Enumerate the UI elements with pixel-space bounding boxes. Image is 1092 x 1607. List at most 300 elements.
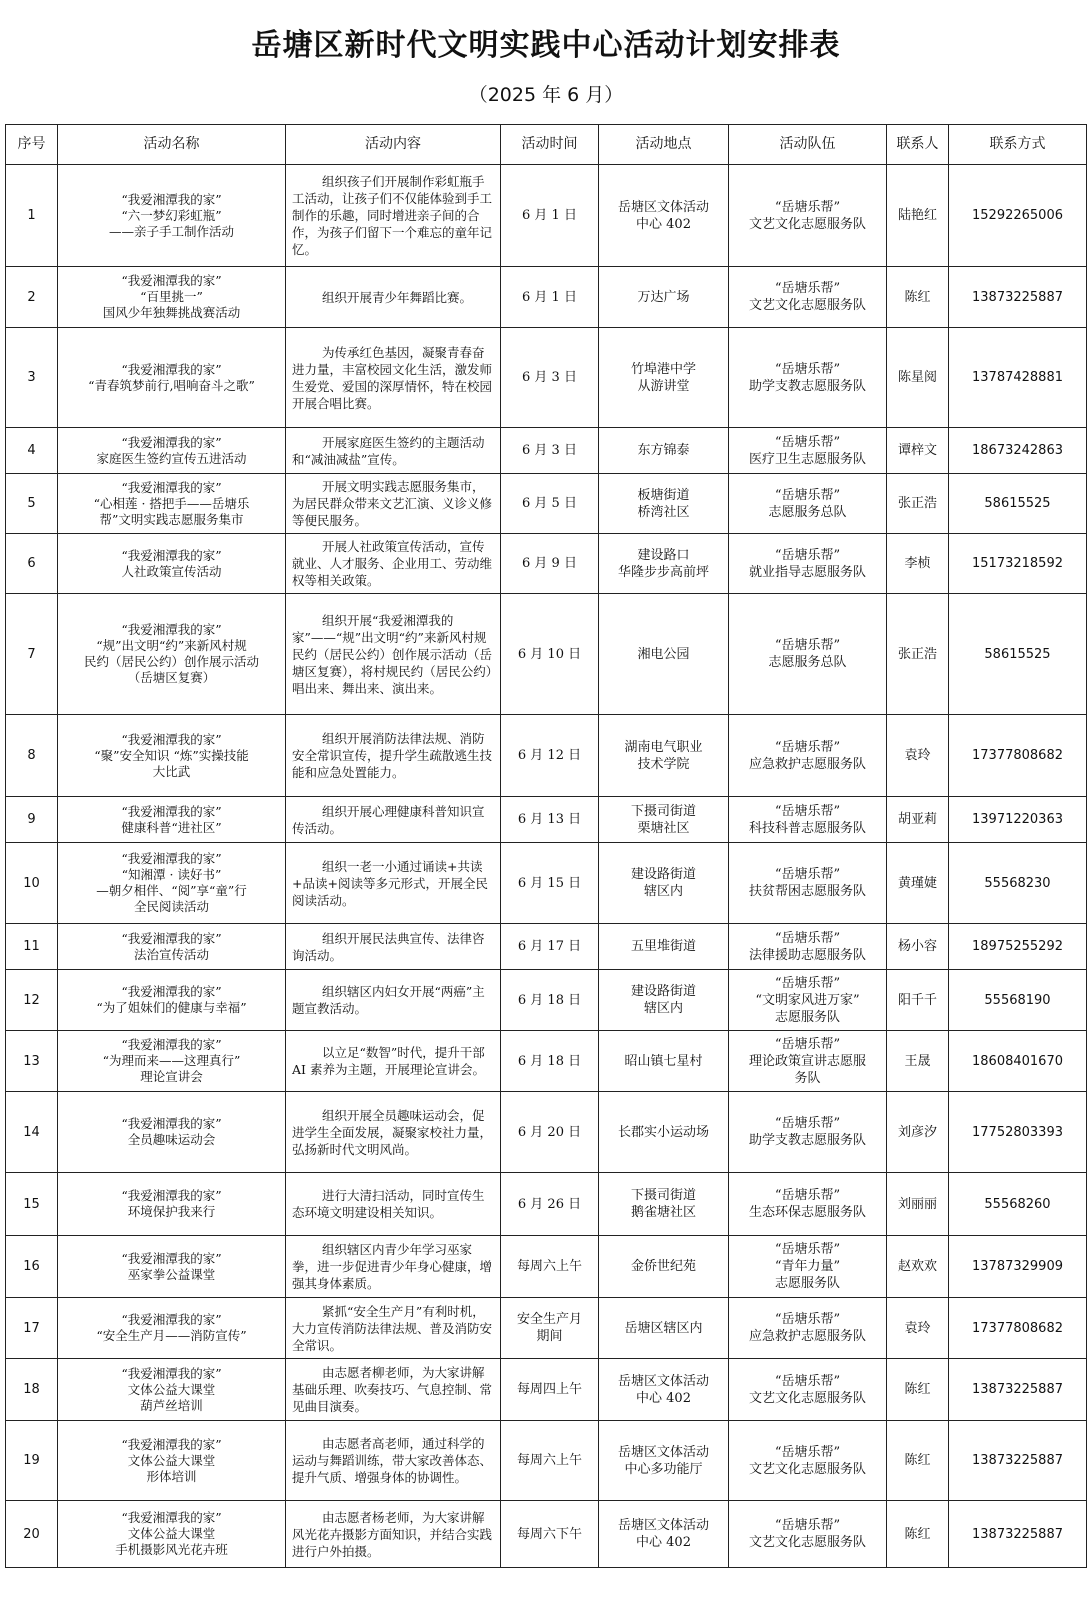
content-text: 开展人社政策宣传活动，宣传就业、人才服务、企业用工、劳动维权等相关政策。 [292,539,493,588]
content-text: 进行大清扫活动，同时宣传生态环境文明建设相关知识。 [292,1188,485,1220]
cell-activity-time [501,1501,599,1568]
cell-activity-place-line: 鹅雀塘社区 [630,1205,696,1220]
cell-activity-place-line: 岳塘区文体活动 [617,1444,709,1460]
cell-activity-name-line: 环境保护我来行 [127,1204,216,1219]
cell-activity-name-line: “我爱湘潭我的家” [121,1116,222,1131]
cell-activity-place-line: 五里堆街道 [630,939,696,954]
cell-activity-time-line: 6 月 12 日 [517,748,582,763]
cell-activity-team-line: 志愿服务队 [774,1276,840,1291]
cell-activity-time [501,1092,599,1173]
cell-activity-time-line: 每周六上午 [516,1453,582,1468]
cell-activity-name-line: “我爱湘潭我的家” [121,361,222,377]
cell-activity-name-line: 法治宣传活动 [133,946,209,962]
cell-activity-content [286,328,501,428]
content-text: 组织辖区内青少年学习巫家拳，进一步促进青少年身心健康，增强其身体素质。 [292,1242,493,1291]
cell-activity-time-line: 6 月 1 日 [522,208,577,223]
cell-activity-place-line: 桥湾社区 [637,504,690,520]
cell-activity-name-line: “我爱湘潭我的家” [121,273,222,288]
cell-activity-team-line: “岳塘乐帮” [774,1444,841,1460]
cell-activity-name-line: “我爱湘潭我的家” [121,622,222,637]
table-row [6,534,1087,594]
cell-activity-name-line: “我爱湘潭我的家” [121,930,222,946]
cell-activity-content [286,797,501,843]
cell-phone: 13873225887 [949,1359,1087,1421]
cell-activity-team-line: “青年力量” [774,1259,841,1274]
cell-activity-name-line: “为理而来——这理真行” [102,1053,241,1068]
cell-contact-person: 赵欢欢 [887,1236,949,1298]
cell-activity-team [729,1298,887,1359]
cell-activity-name-line: “我爱湘潭我的家” [121,1037,222,1052]
cell-activity-place [599,165,729,267]
page-title: 岳塘区新时代文明实践中心活动计划安排表 [251,28,841,63]
cell-contact-person: 胡亚莉 [887,797,949,843]
cell-seq: 19 [6,1421,58,1501]
cell-activity-time [501,328,599,428]
cell-activity-team-line: “岳塘乐帮” [774,547,841,563]
cell-activity-name-line: 全民阅读活动 [133,899,209,914]
cell-activity-team-line: 文艺文化志愿服务队 [748,298,866,313]
cell-activity-name [58,328,286,428]
cell-activity-time-line: 6 月 5 日 [522,496,577,511]
cell-activity-content [286,1501,501,1568]
cell-activity-place-line: 辖区内 [643,1001,683,1016]
cell-activity-content [286,1236,501,1298]
cell-activity-place [599,1031,729,1092]
cell-activity-team-line: 就业指导志愿服务队 [748,564,866,580]
cell-activity-time [501,843,599,924]
cell-activity-time-line: 6 月 1 日 [522,289,577,305]
cell-phone: 13873225887 [949,1501,1087,1568]
cell-phone: 13873225887 [949,1421,1087,1501]
cell-activity-team-line: “文明家风进万家” [755,992,860,1008]
cell-activity-place-line: 昭山镇七星村 [624,1053,703,1069]
cell-activity-name-line: 家庭医生签约宣传五进活动 [96,450,247,466]
cell-activity-time-line: 6 月 20 日 [517,1124,582,1140]
page-subtitle: （2025 年 6 月） [468,84,624,106]
cell-seq: 16 [6,1236,58,1298]
cell-contact-person: 杨小容 [887,924,949,970]
cell-activity-content [286,1173,501,1236]
cell-activity-team-line: “岳塘乐帮” [774,361,841,377]
cell-contact-person: 阳千千 [887,970,949,1031]
cell-activity-team [729,715,887,797]
content-text: 组织一老一小通过诵读+共读+品读+阅读等多元形式，开展全民阅读活动。 [292,858,488,908]
cell-seq: 12 [6,970,58,1031]
cell-activity-name-line: —朝夕相伴、“阅”享“童”行 [96,883,247,898]
cell-activity-name-line: ——亲子手工制作活动 [108,223,234,239]
cell-activity-name-line: “我爱湘潭我的家” [121,1510,222,1525]
content-text: 开展文明实践志愿服务集市，为居民群众带来文艺汇演、义诊义修等便民服务。 [292,479,493,528]
cell-activity-name-line: 帮”文明实践志愿服务集市 [99,511,244,527]
cell-activity-name-line: 国风少年独舞挑战赛活动 [102,305,241,320]
cell-activity-name [58,970,286,1031]
table-row [6,797,1087,843]
cell-activity-place [599,534,729,594]
cell-activity-place-line: 从游讲堂 [637,378,690,394]
table-row [6,1421,1087,1501]
cell-activity-time [501,1359,599,1421]
cell-activity-time-line: 6 月 10 日 [517,646,582,662]
cell-activity-place [599,924,729,970]
cell-activity-time-line: 每周六上午 [516,1259,582,1274]
cell-activity-content [286,1092,501,1173]
table-row [6,715,1087,797]
cell-activity-team-line: “岳塘乐帮” [774,638,841,653]
cell-activity-content [286,1421,501,1501]
cell-activity-team-line: 医疗卫生志愿服务队 [748,451,866,467]
cell-activity-team-line: 生态环保志愿服务队 [748,1205,866,1220]
cell-activity-team [729,924,887,970]
cell-activity-place-line: 岳塘区文体活动 [617,1518,709,1533]
cell-seq: 11 [6,924,58,970]
cell-phone: 13971220363 [949,797,1087,843]
cell-activity-name-line: “我爱湘潭我的家” [121,984,222,999]
cell-phone: 17377808682 [949,715,1087,797]
cell-activity-name-line: “我爱湘潭我的家” [121,1365,222,1381]
cell-activity-name [58,1359,286,1421]
cell-activity-team-line: “岳塘乐帮” [774,975,841,991]
cell-activity-name [58,1501,286,1568]
cell-activity-place-line: 建设路街道 [630,984,696,999]
cell-activity-name-line: “我爱湘潭我的家” [121,803,222,819]
cell-activity-time-line: 6 月 13 日 [517,812,582,827]
cell-activity-team-line: 助学支教志愿服务队 [748,378,866,394]
table-row [6,267,1087,328]
table-row [6,1298,1087,1359]
cell-activity-team [729,1173,887,1236]
cell-contact-person: 李桢 [887,534,949,594]
cell-phone: 55568190 [949,970,1087,1031]
cell-activity-team-line: “岳塘乐帮” [774,281,841,296]
cell-activity-name-line: 理论宣讲会 [140,1069,203,1084]
cell-activity-place [599,797,729,843]
cell-activity-name-line: 巫家拳公益课堂 [127,1266,216,1282]
cell-activity-place [599,715,729,797]
cell-activity-team [729,970,887,1031]
header-time: 活动时间 [501,125,599,165]
cell-activity-team-line: 文艺文化志愿服务队 [748,1535,866,1550]
cell-activity-team-line: “岳塘乐帮” [774,1373,841,1389]
cell-activity-team-line: “岳塘乐帮” [774,803,841,819]
cell-activity-name [58,165,286,267]
cell-activity-team-line: 理论政策宣讲志愿服 [748,1053,866,1069]
cell-seq: 5 [6,474,58,534]
cell-activity-time-line: 6 月 3 日 [522,370,577,385]
cell-contact-person: 袁玲 [887,715,949,797]
cell-phone: 58615525 [949,594,1087,715]
content-text: 组织开展心理健康科普知识宣传活动。 [292,803,485,836]
header-name: 活动名称 [58,125,286,165]
cell-activity-name-line: “心相莲 · 搭把手——岳塘乐 [93,495,250,511]
cell-seq: 1 [6,165,58,267]
cell-activity-place [599,474,729,534]
cell-activity-name-line: “青春筑梦前行,唱响奋斗之歌” [88,377,255,393]
content-text: 组织开展民法典宣传、法律咨询活动。 [292,930,485,963]
cell-phone: 18975255292 [949,924,1087,970]
content-text: 以立足“数智”时代，提升干部 AI 素养为主题，开展理论宣讲会。 [292,1045,485,1077]
cell-activity-time [501,1298,599,1359]
content-text: 开展家庭医生签约的主题活动和“减油减盐”宣传。 [292,434,485,467]
cell-activity-place-line: 岳塘区辖区内 [624,1320,703,1336]
content-text: 组织孩子们开展制作彩虹瓶手工活动，让孩子们不仅能体验到手工制作的乐趣，同时增进亲子间的合作，为孩子们留下一个难忘的童年记忆。 [292,174,493,257]
cell-activity-time [501,474,599,534]
cell-activity-team [729,843,887,924]
cell-activity-place [599,428,729,474]
cell-activity-name [58,1173,286,1236]
cell-activity-time-line: 6 月 17 日 [517,939,582,954]
cell-activity-name [58,428,286,474]
content-text: 组织开展全员趣味运动会，促进学生全面发展，凝聚家校社力量，弘扬新时代文明风尚。 [292,1107,493,1157]
table-row [6,474,1087,534]
cell-activity-name-line: “我爱湘潭我的家” [121,1250,222,1266]
cell-activity-name-line: 民约（居民公约）创作展示活动 [83,654,259,669]
cell-activity-content [286,1031,501,1092]
cell-activity-name-line: “六一梦幻彩虹瓶” [121,207,222,223]
cell-activity-name [58,924,286,970]
cell-activity-team [729,1421,887,1501]
cell-activity-name-line: “聚”安全知识 “炼”实操技能 [94,747,249,763]
cell-activity-name [58,474,286,534]
cell-contact-person: 陈红 [887,1421,949,1501]
cell-phone: 13873225887 [949,267,1087,328]
cell-activity-team [729,1092,887,1173]
cell-activity-place-line: 板塘街道 [637,487,690,503]
cell-activity-team [729,165,887,267]
cell-activity-name-line: 文体公益大课堂 [127,1526,216,1541]
cell-activity-place [599,970,729,1031]
cell-activity-name-line: “安全生产月——消防宣传” [96,1328,247,1343]
cell-activity-name-line: 文体公益大课堂 [127,1452,216,1468]
cell-contact-person: 张正浩 [887,474,949,534]
cell-activity-time [501,1236,599,1298]
cell-activity-place-line: 竹埠港中学 [630,361,696,377]
cell-activity-time [501,970,599,1031]
cell-activity-place [599,1092,729,1173]
cell-activity-name-line: “我爱湘潭我的家” [121,1312,222,1327]
content-text: 为传承红色基因，凝聚青春奋进力量，丰富校园文化生活，激发师生爱党、爱国的深厚情怀，特在校园开展合唱比赛。 [292,344,493,411]
cell-activity-place [599,267,729,328]
cell-seq: 6 [6,534,58,594]
cell-activity-time-line: 6 月 3 日 [522,443,577,458]
header-seq: 序号 [6,125,58,165]
cell-activity-team [729,428,887,474]
cell-activity-name-line: “我爱湘潭我的家” [121,479,222,495]
cell-activity-place-line: 建设路口 [637,547,690,563]
cell-activity-place-line: 中心 402 [636,1535,691,1550]
cell-activity-name-line: 形体培训 [146,1468,197,1484]
cell-activity-place-line: 中心 402 [636,1390,691,1406]
cell-activity-team [729,1359,887,1421]
cell-activity-content [286,924,501,970]
cell-activity-place [599,1359,729,1421]
cell-contact-person: 陈红 [887,1501,949,1568]
table-row [6,428,1087,474]
cell-phone: 55568260 [949,1173,1087,1236]
cell-phone: 13787428881 [949,328,1087,428]
cell-activity-content [286,534,501,594]
cell-activity-name-line: 文体公益大课堂 [127,1381,216,1397]
cell-activity-team-line: 扶贫帮困志愿服务队 [748,884,866,899]
cell-activity-place [599,1236,729,1298]
cell-activity-content [286,715,501,797]
activity-table [5,124,1087,1568]
cell-activity-name [58,715,286,797]
cell-activity-team-line: 志愿服务队 [774,1009,840,1025]
cell-activity-content [286,165,501,267]
cell-activity-name-line: “我爱湘潭我的家” [121,731,222,747]
header-content: 活动内容 [286,125,501,165]
cell-contact-person: 王晟 [887,1031,949,1092]
cell-activity-team-line: “岳塘乐帮” [774,1518,841,1533]
header-contact: 联系人 [887,125,949,165]
cell-activity-place-line: 岳塘区文体活动 [617,1373,709,1389]
cell-activity-team [729,267,887,328]
cell-activity-place [599,1421,729,1501]
cell-seq: 8 [6,715,58,797]
cell-contact-person: 陈红 [887,1359,949,1421]
cell-activity-time-line: 6 月 18 日 [517,992,582,1008]
content-text: 组织开展青少年舞蹈比赛。 [322,289,473,305]
cell-activity-place-line: 建设路街道 [630,867,696,882]
cell-activity-team-line: 志愿服务总队 [768,655,847,670]
cell-activity-name [58,594,286,715]
cell-activity-team-line: “岳塘乐帮” [774,1188,841,1203]
cell-activity-name-line: 全员趣味运动会 [127,1132,216,1147]
cell-activity-content [286,594,501,715]
cell-activity-time [501,534,599,594]
cell-contact-person: 刘彦汐 [887,1092,949,1173]
cell-seq: 14 [6,1092,58,1173]
cell-activity-place [599,1173,729,1236]
cell-seq: 3 [6,328,58,428]
content-text: 紧抓“安全生产月”有利时机，大力宣传消防法律法规、普及消防安全常识。 [292,1303,493,1353]
cell-seq: 15 [6,1173,58,1236]
cell-activity-team-line: 应急救护志愿服务队 [748,1329,866,1344]
cell-activity-team-line: “岳塘乐帮” [774,434,841,450]
cell-activity-team-line: 助学支教志愿服务队 [748,1133,866,1148]
table-row [6,843,1087,924]
cell-activity-name-line: 大比武 [152,763,191,779]
cell-activity-time [501,797,599,843]
cell-phone: 18608401670 [949,1031,1087,1092]
cell-activity-team-line: 应急救护志愿服务队 [748,756,866,772]
table-row [6,970,1087,1031]
table-row [6,1031,1087,1092]
cell-activity-place-line: 湘电公园 [637,646,690,662]
cell-activity-time-line: 6 月 18 日 [517,1053,582,1069]
cell-activity-name-line: “我爱湘潭我的家” [121,1436,222,1452]
cell-activity-team-line: 文艺文化志愿服务队 [748,1390,866,1406]
cell-contact-person: 陈星阅 [887,328,949,428]
cell-activity-time [501,1031,599,1092]
cell-activity-name [58,1298,286,1359]
cell-activity-team-line: 志愿服务总队 [768,504,847,520]
cell-activity-team-line: “岳塘乐帮” [774,1036,841,1052]
cell-activity-name-line: “我爱湘潭我的家” [121,434,222,450]
cell-activity-team-line: “岳塘乐帮” [774,199,841,215]
cell-activity-name-line: 葫芦丝培训 [140,1397,203,1413]
cell-activity-name [58,1421,286,1501]
table-row [6,1236,1087,1298]
cell-activity-name-line: “我爱湘潭我的家” [121,191,222,207]
cell-activity-name [58,534,286,594]
cell-activity-time-line: 6 月 26 日 [517,1196,582,1212]
cell-activity-team-line: “岳塘乐帮” [774,930,841,946]
cell-activity-time [501,594,599,715]
cell-activity-team [729,1236,887,1298]
table-row [6,1092,1087,1173]
cell-activity-team-line: “岳塘乐帮” [774,487,841,503]
cell-activity-team-line: “岳塘乐帮” [774,739,841,755]
cell-activity-place-line: 东方锦泰 [637,443,690,458]
header-place: 活动地点 [599,125,729,165]
cell-activity-team [729,474,887,534]
table-row [6,328,1087,428]
cell-activity-place-line: 栗塘社区 [637,820,690,836]
cell-activity-team [729,594,887,715]
cell-activity-team [729,1501,887,1568]
cell-activity-time [501,165,599,267]
cell-contact-person: 陈红 [887,267,949,328]
cell-activity-time [501,428,599,474]
cell-activity-team [729,797,887,843]
cell-activity-place [599,328,729,428]
cell-activity-name [58,1031,286,1092]
cell-activity-place-line: 万达广场 [637,289,690,305]
table-header-row [6,125,1087,165]
cell-activity-team [729,534,887,594]
cell-activity-content [286,474,501,534]
table-row [6,924,1087,970]
cell-activity-time [501,1421,599,1501]
cell-activity-content [286,1359,501,1421]
cell-activity-time-line: 6 月 9 日 [522,556,577,571]
cell-activity-name-line: “我爱湘潭我的家” [121,547,222,563]
content-text: 由志愿者杨老师，为大家讲解风光花卉摄影方面知识，并结合实践进行户外拍摄。 [292,1509,493,1559]
cell-activity-team-line: 法律援助志愿服务队 [748,947,866,963]
table-body [6,165,1087,1568]
cell-seq: 18 [6,1359,58,1421]
cell-activity-team-line: “岳塘乐帮” [774,1116,841,1131]
content-text: 组织辖区内妇女开展“两癌”主题宣教活动。 [292,984,485,1016]
cell-contact-person: 张正浩 [887,594,949,715]
cell-activity-name-line: “为了姐妹们的健康与幸福” [96,1000,247,1015]
cell-seq: 20 [6,1501,58,1568]
cell-activity-place-line: 中心多功能厅 [624,1461,703,1477]
cell-activity-name-line: “我爱湘潭我的家” [121,851,222,866]
cell-activity-time-line: 安全生产月 [516,1312,582,1327]
cell-seq: 2 [6,267,58,328]
cell-seq: 17 [6,1298,58,1359]
cell-activity-place-line: 辖区内 [643,884,683,899]
cell-activity-name-line: （岳塘区复赛） [127,670,216,685]
cell-activity-time [501,267,599,328]
cell-activity-time-line: 6 月 15 日 [517,875,582,891]
cell-activity-place [599,843,729,924]
cell-activity-name-line: “知湘潭 · 读好书” [121,867,222,882]
cell-activity-place [599,1501,729,1568]
cell-activity-name [58,1092,286,1173]
cell-phone: 17377808682 [949,1298,1087,1359]
cell-activity-content [286,970,501,1031]
cell-activity-place-line: 长郡实小运动场 [617,1124,709,1140]
content-text: 组织开展“我爱湘潭我的家”——“规”出文明“约”来新风村规民约（居民公约）创作展示活动（岳塘区复赛），将村规民约（居民公约）唱出来、舞出来、演出来。 [292,612,493,696]
cell-phone: 15173218592 [949,534,1087,594]
cell-activity-content [286,843,501,924]
content-text: 由志愿者高老师，通过科学的运动与舞蹈训练，带大家改善体态、提升气质、增强身体的协调性。 [292,1436,493,1485]
cell-activity-name [58,267,286,328]
cell-activity-name-line: 健康科普“进社区” [121,819,222,835]
